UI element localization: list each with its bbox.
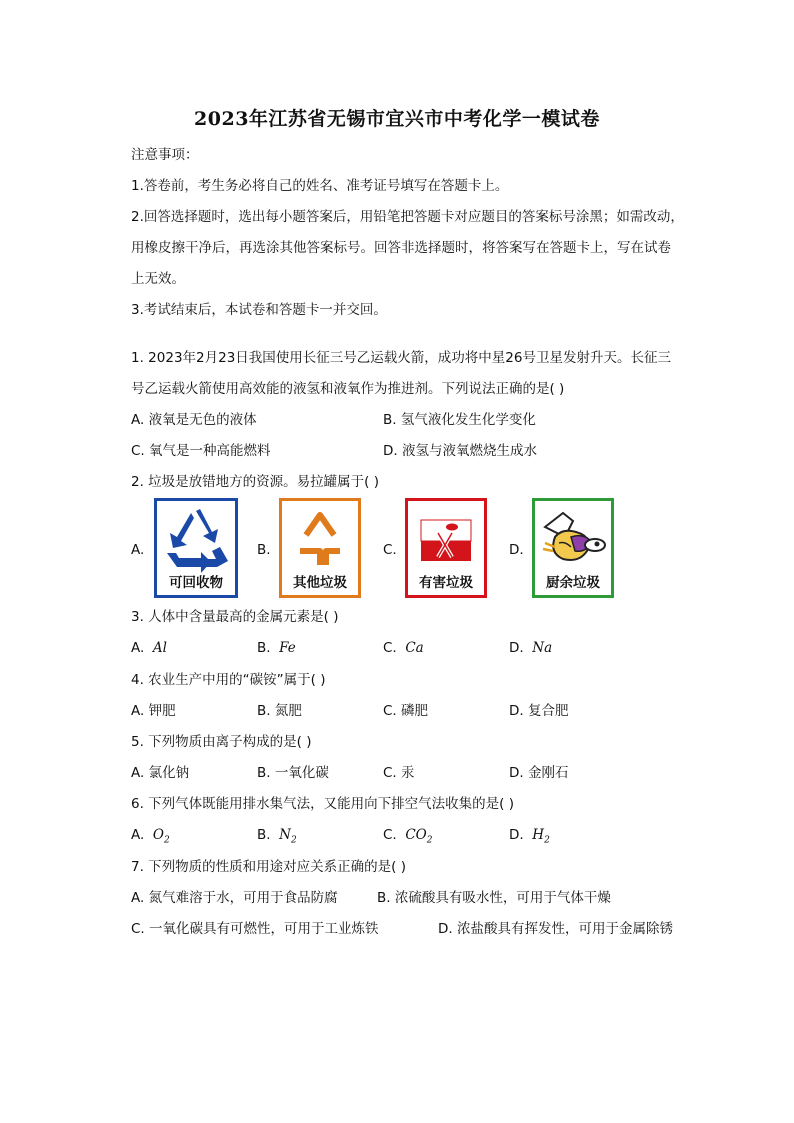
option-d: D. 浓盐酸具有挥发性，可用于金属除锈 bbox=[438, 921, 673, 937]
option-c: C. 汞 bbox=[383, 765, 415, 781]
notice-item: 上无效。 bbox=[131, 271, 185, 287]
question-5-stem: 5. 下列物质由离子构成的是( ) bbox=[131, 734, 312, 750]
notice-item: 用橡皮擦干净后，再选涂其他答案标号。回答非选择题时，将答案写在答题卡上，写在试卷 bbox=[131, 240, 671, 256]
option-d: D. $H_2$ bbox=[509, 827, 550, 846]
option-c: C. $CO_2$ bbox=[383, 827, 433, 846]
option-d: D. Na bbox=[509, 640, 553, 656]
option-b: B. $N_2$ bbox=[257, 827, 297, 846]
option-c: C. 一氧化碳具有可燃性，可用于工业炼铁 bbox=[131, 921, 379, 937]
option-c: C. bbox=[383, 542, 397, 558]
option-d: D. 金刚石 bbox=[509, 765, 569, 781]
option-b: B. bbox=[257, 542, 271, 558]
other-waste-icon bbox=[282, 507, 358, 573]
bin-label: 厨余垃圾 bbox=[546, 575, 600, 591]
option-d: D. 液氢与液氧燃烧生成水 bbox=[383, 443, 537, 459]
other-waste-bin-sign bbox=[279, 498, 361, 598]
option-c: C. 氧气是一种高能燃料 bbox=[131, 443, 271, 459]
question-7-stem: 7. 下列物质的性质和用途对应关系正确的是( ) bbox=[131, 859, 406, 875]
option-b: B. Fe bbox=[257, 640, 296, 656]
option-a: A. bbox=[131, 542, 145, 558]
option-b: B. 氮肥 bbox=[257, 703, 302, 719]
question-6-stem: 6. 下列气体既能用排水集气法，又能用向下排空气法收集的是( ) bbox=[131, 796, 514, 812]
option-a: A. 液氧是无色的液体 bbox=[131, 412, 257, 428]
option-d: D. bbox=[509, 542, 524, 558]
option-b: B. 一氧化碳 bbox=[257, 765, 329, 781]
option-c: C. 磷肥 bbox=[383, 703, 429, 719]
question-1-stem: 号乙运载火箭使用高效能的液氢和液氧作为推进剂。下列说法正确的是( ) bbox=[131, 381, 565, 397]
question-2-stem: 2. 垃圾是放错地方的资源。易拉罐属于( ) bbox=[131, 474, 379, 490]
question-3-stem: 3. 人体中含量最高的金属元素是( ) bbox=[131, 609, 339, 625]
option-b: B. 浓硫酸具有吸水性，可用于气体干燥 bbox=[377, 890, 611, 906]
option-a: A. 氮气难溶于水，可用于食品防腐 bbox=[131, 890, 338, 906]
option-a: A. 氯化钠 bbox=[131, 765, 190, 781]
food-waste-bin-sign bbox=[532, 498, 614, 598]
option-a: A. $O_2$ bbox=[131, 827, 170, 846]
page-title: 2023年江苏省无锡市宜兴市中考化学一模试卷 bbox=[194, 108, 600, 130]
question-1-stem: 1. 2023年2月23日我国使用长征三号乙运载火箭，成功将中星26号卫星发射升天。长征三 bbox=[131, 350, 671, 366]
notice-item: 3.考试结束后，本试卷和答题卡一并交回。 bbox=[131, 302, 387, 318]
option-b: B. 氢气液化发生化学变化 bbox=[383, 412, 536, 428]
hazardous-bin-sign bbox=[405, 498, 487, 598]
hazardous-icon bbox=[408, 507, 484, 573]
food-waste-icon bbox=[535, 507, 611, 573]
option-a: A. 钾肥 bbox=[131, 703, 176, 719]
recycle-icon bbox=[157, 507, 235, 573]
option-a: A. Al bbox=[131, 640, 167, 656]
notice-item: 1.答卷前，考生务必将自己的姓名、准考证号填写在答题卡上。 bbox=[131, 178, 509, 194]
notice-item: 2.回答选择题时，选出每小题答案后，用铅笔把答题卡对应题目的答案标号涂黑；如需改动， bbox=[131, 209, 684, 225]
question-4-stem: 4. 农业生产中用的“碳铵”属于( ) bbox=[131, 672, 326, 688]
notice-heading: 注意事项： bbox=[131, 147, 199, 163]
option-c: C. Ca bbox=[383, 640, 424, 656]
bin-label: 可回收物 bbox=[169, 575, 223, 591]
bin-label: 其他垃圾 bbox=[293, 575, 347, 591]
bin-label: 有害垃圾 bbox=[419, 575, 473, 591]
option-d: D. 复合肥 bbox=[509, 703, 569, 719]
recyclable-bin-sign bbox=[154, 498, 238, 598]
